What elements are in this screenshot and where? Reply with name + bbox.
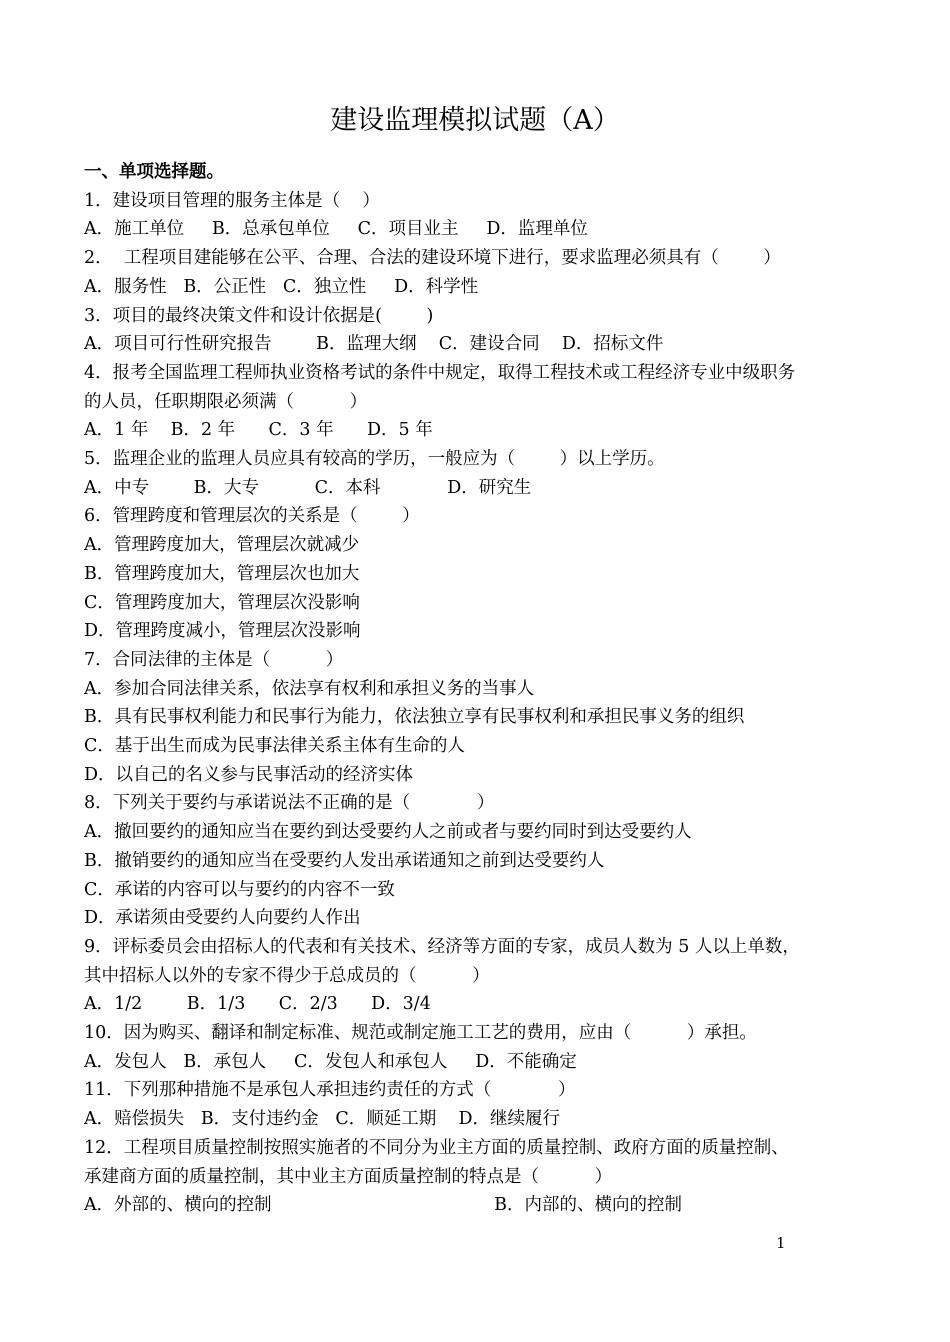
text-line: 10．因为购买、翻译和制定标准、规范或制定施工工艺的费用，应由（ ）承担。 [84, 1023, 757, 1043]
text-line: A．发包人 B．承包人 C．发包人和承包人 D．不能确定 [84, 1052, 577, 1072]
text-line: B．具有民事权利能力和民事行为能力，依法独立享有民事权利和承担民事义务的组织 [84, 707, 745, 727]
text-line: 承建商方面的质量控制，其中业主方面质量控制的特点是（ ） [84, 1167, 613, 1187]
page-number: 1 [776, 1234, 786, 1252]
document-title: 建设监理模拟试题（A） [330, 105, 620, 136]
text-line: 4．报考全国监理工程师执业资格考试的条件中规定，取得工程技术或工程经济专业中级职务 [84, 363, 796, 383]
text-line: A．参加合同法律关系，依法享有权利和承担义务的当事人 [84, 679, 535, 699]
text-line: 5．监理企业的监理人员应具有较高的学历，一般应为（ ）以上学历。 [84, 449, 665, 469]
text-line: A．管理跨度加大，管理层次就减少 [84, 535, 360, 555]
text-line: A．施工单位 B．总承包单位 C．项目业主 D．监理单位 [84, 219, 588, 239]
text-line: C．基于出生而成为民事法律关系主体有生命的人 [84, 736, 465, 756]
text-line: C．承诺的内容可以与要约的内容不一致 [84, 880, 395, 900]
text-line: B．撤销要约的通知应当在受要约人发出承诺通知之前到达受要约人 [84, 851, 605, 871]
text-line: A．外部的、横向的控制 B．内部的、横向的控制 [84, 1195, 683, 1215]
text-line: A．1 年 B．2 年 C．3 年 D．5 年 [84, 420, 433, 440]
text-line: A．赔偿损失 B．支付违约金 C．顺延工期 D．继续履行 [84, 1109, 561, 1129]
section-heading: 一、单项选择题。 [84, 162, 224, 182]
text-line: 其中招标人以外的专家不得少于总成员的（ ） [84, 966, 490, 986]
text-line: A．1/2 B．1/3 C．2/3 D．3/4 [84, 994, 431, 1014]
text-line: 12．工程项目质量控制按照实施者的不同分为业主方面的质量控制、政府方面的质量控制、 [84, 1138, 789, 1158]
text-line: 8．下列关于要约与承诺说法不正确的是（ ） [84, 793, 495, 813]
text-line: A．撤回要约的通知应当在要约到达受要约人之前或者与要约同时到达受要约人 [84, 822, 692, 842]
text-line: D．管理跨度减小，管理层次没影响 [84, 621, 361, 641]
text-line: A．中专 B．大专 C．本科 D．研究生 [84, 478, 532, 498]
text-line: C．管理跨度加大，管理层次没影响 [84, 593, 360, 613]
text-line: 7．合同法律的主体是（ ） [84, 650, 344, 670]
text-line: 2． 工程项目建能够在公平、合理、合法的建设环境下进行，要求监理必须具有（ ） [84, 248, 781, 268]
text-line: A．服务性 B．公正性 C．独立性 D．科学性 [84, 277, 479, 297]
text-line: 1．建设项目管理的服务主体是（ ） [84, 191, 380, 211]
text-line: B．管理跨度加大，管理层次也加大 [84, 564, 360, 584]
text-line: D．承诺须由受要约人向要约人作出 [84, 908, 361, 928]
text-line: D．以自己的名义参与民事活动的经济实体 [84, 765, 414, 785]
text-line: 的人员，任职期限必须满（ ） [84, 392, 368, 412]
text-line: 6．管理跨度和管理层次的关系是（ ） [84, 506, 420, 526]
text-line: 9．评标委员会由招标人的代表和有关技术、经济等方面的专家，成员人数为 5 人以上单数， [84, 937, 800, 957]
text-line: 3．项目的最终决策文件和设计依据是( ) [84, 306, 434, 326]
text-line: 11．下列那种措施不是承包人承担违约责任的方式（ ） [84, 1080, 576, 1100]
text-line: A．项目可行性研究报告 B．监理大纲 C．建设合同 D．招标文件 [84, 334, 664, 354]
